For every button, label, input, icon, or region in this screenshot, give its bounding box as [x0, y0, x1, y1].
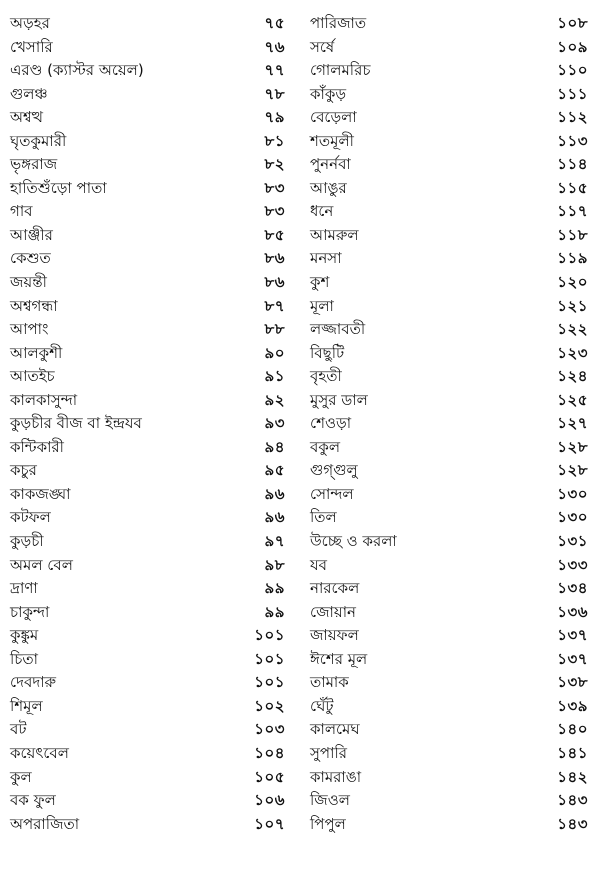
index-entry — [310, 200, 588, 224]
index-entry — [310, 624, 588, 648]
entry-page-number: ১৩৭ — [557, 649, 588, 668]
index-entry — [310, 436, 588, 460]
index-entry — [10, 624, 285, 648]
index-entry — [10, 436, 285, 460]
entry-page-number: ৯৬ — [264, 484, 285, 503]
entry-page-number: ৮৬ — [264, 273, 285, 292]
entry-page-number: ১১৭ — [557, 202, 588, 221]
entry-name: কুল — [10, 767, 32, 786]
index-entry — [10, 59, 285, 83]
index-entry — [310, 153, 588, 177]
index-entry — [10, 271, 285, 295]
entry-name: ভৃঙ্গরাজ — [10, 155, 58, 174]
entry-name: কটফল — [10, 508, 51, 527]
entry-page-number: ৯৯ — [264, 579, 285, 598]
index-entry — [310, 247, 588, 271]
entry-page-number: ১০২ — [254, 696, 285, 715]
entry-name: দেবদারু — [10, 673, 57, 692]
entry-name: আতইচ — [10, 367, 55, 386]
entry-name: অমল বেল — [10, 555, 73, 574]
entry-name: অড়হর — [10, 14, 50, 32]
entry-name: ঈশের মূল — [310, 649, 368, 668]
entry-name: অশ্বগন্ধা — [10, 296, 58, 315]
entry-name: জয়ন্তী — [10, 273, 47, 292]
entry-name: লজ্জাবতী — [310, 320, 366, 339]
index-entry — [310, 106, 588, 130]
entry-page-number: ৯২ — [264, 390, 285, 409]
entry-page-number: ১২৭ — [557, 414, 588, 433]
entry-name: জোয়ান — [310, 602, 356, 621]
index-entry — [10, 83, 285, 107]
entry-page-number: ৭৫ — [264, 14, 285, 32]
index-entry — [310, 271, 588, 295]
entry-page-number: ৮৮ — [264, 320, 285, 339]
entry-name: কালমেঘ — [310, 720, 360, 739]
entry-name: ধনে — [310, 202, 334, 221]
entry-name: দ্রাণা — [10, 579, 38, 598]
entry-name: পারিজাত — [310, 14, 367, 32]
entry-name: আঙুর — [310, 178, 347, 197]
entry-name: কচুর — [10, 461, 37, 480]
entry-name: উচ্ছে ও করলা — [310, 532, 397, 551]
index-entry — [310, 789, 588, 813]
index-entry — [10, 766, 285, 790]
entry-page-number: ১১২ — [557, 108, 588, 127]
entry-page-number: ৮১ — [264, 131, 285, 150]
entry-name: শেওড়া — [310, 414, 352, 433]
entry-page-number: ১২২ — [557, 320, 588, 339]
index-column-left — [10, 12, 285, 836]
index-entry — [310, 130, 588, 154]
entry-name: পিপুল — [310, 814, 346, 833]
entry-name: কয়েৎবেল — [10, 743, 69, 762]
entry-name: সর্ষে — [310, 37, 335, 56]
entry-name: আপাং — [10, 320, 49, 339]
entry-page-number: ১২৫ — [557, 390, 588, 409]
entry-page-number: ১০৬ — [254, 791, 285, 810]
entry-page-number: ৮৩ — [264, 202, 285, 221]
entry-page-number: ৯৩ — [264, 414, 285, 433]
index-entry — [310, 177, 588, 201]
entry-name: সুপারি — [310, 743, 347, 762]
index-entry — [10, 718, 285, 742]
entry-name: চিতা — [10, 649, 38, 668]
entry-page-number: ৯৮ — [264, 555, 285, 574]
index-entry — [10, 295, 285, 319]
index-entry — [10, 742, 285, 766]
entry-name: কালকাসুন্দা — [10, 390, 78, 409]
index-entry — [10, 412, 285, 436]
index-entry — [310, 718, 588, 742]
index-entry — [310, 83, 588, 107]
index-entry — [310, 224, 588, 248]
index-entry — [10, 224, 285, 248]
entry-page-number: ১৩১ — [557, 532, 588, 551]
entry-name: কুড়চী — [10, 532, 44, 551]
index-entry — [10, 813, 285, 837]
entry-name: নারকেল — [310, 579, 360, 598]
entry-name: কুড়চীর বীজ বা ইন্দ্রযব — [10, 414, 142, 433]
entry-name: গাব — [10, 202, 33, 221]
index-entry — [10, 153, 285, 177]
entry-name: বকুল — [310, 437, 341, 456]
index-entry — [310, 577, 588, 601]
index-entry — [10, 459, 285, 483]
entry-page-number: ১১৩ — [557, 131, 588, 150]
entry-name: এরণ্ড (ক্যাস্টর অয়েল) — [10, 61, 144, 80]
entry-page-number: ১৩৭ — [557, 626, 588, 645]
entry-page-number: ১০৯ — [557, 37, 588, 56]
index-entry — [10, 695, 285, 719]
entry-name: গোলমরিচ — [310, 61, 371, 80]
entry-page-number: ১০১ — [254, 673, 285, 692]
index-entry — [310, 365, 588, 389]
entry-page-number: ৮৩ — [264, 178, 285, 197]
entry-name: শিমূল — [10, 696, 43, 715]
index-entry — [10, 36, 285, 60]
index-entry — [10, 389, 285, 413]
entry-name: গুগ্‌গুলু — [310, 461, 358, 480]
entry-name: ঘেঁটু — [310, 696, 334, 715]
entry-page-number: ১০১ — [254, 649, 285, 668]
entry-page-number: ১২১ — [557, 296, 588, 315]
entry-page-number: ১২৪ — [557, 367, 588, 386]
entry-page-number: ১৪১ — [557, 743, 588, 762]
index-entry — [310, 36, 588, 60]
index-entry — [10, 601, 285, 625]
index-entry — [10, 12, 285, 36]
entry-page-number: ১৩৬ — [557, 602, 588, 621]
entry-page-number: ১৩৮ — [557, 673, 588, 692]
entry-name: বট — [10, 720, 27, 739]
index-entry — [10, 577, 285, 601]
entry-page-number: ৯১ — [264, 367, 285, 386]
index-entry — [10, 200, 285, 224]
index-entry — [310, 459, 588, 483]
index-entry — [10, 789, 285, 813]
entry-name: আলকুশী — [10, 343, 63, 362]
entry-page-number: ৯৫ — [264, 461, 285, 480]
index-entry — [310, 648, 588, 672]
entry-name: জায়ফল — [310, 626, 359, 645]
entry-page-number: ৮৭ — [264, 296, 285, 315]
entry-name: অপরাজিতা — [10, 814, 80, 833]
entry-page-number: ১৩৯ — [557, 696, 588, 715]
index-entry — [10, 247, 285, 271]
entry-name: কামরাঙা — [310, 767, 362, 786]
index-entry — [10, 506, 285, 530]
index-entry — [10, 130, 285, 154]
index-entry — [310, 554, 588, 578]
entry-page-number: ৭৮ — [264, 84, 285, 103]
entry-name: মুসুর ডাল — [310, 390, 368, 409]
entry-name: ঘৃতকুমারী — [10, 131, 67, 150]
entry-page-number: ৭৬ — [264, 37, 285, 56]
index-entry — [310, 318, 588, 342]
entry-name: কাঁকুড় — [310, 84, 347, 103]
entry-name: জিওল — [310, 791, 350, 810]
entry-page-number: ১০১ — [254, 626, 285, 645]
entry-name: আঞ্জীর — [10, 225, 53, 244]
index-entry — [10, 530, 285, 554]
entry-name: পুনর্নবা — [310, 155, 351, 174]
entry-page-number: ৯৪ — [264, 437, 285, 456]
entry-page-number: ১১৮ — [557, 225, 588, 244]
entry-page-number: ৯৭ — [264, 532, 285, 551]
entry-page-number: ১০৭ — [254, 814, 285, 833]
index-entry — [310, 530, 588, 554]
entry-page-number: ১১৫ — [557, 178, 588, 197]
index-entry — [310, 295, 588, 319]
index-entry — [310, 695, 588, 719]
entry-page-number: ১৪২ — [557, 767, 588, 786]
index-entry — [310, 389, 588, 413]
entry-name: সোন্দল — [310, 484, 354, 503]
entry-page-number: ১১১ — [557, 84, 588, 103]
index-entry — [310, 412, 588, 436]
entry-page-number: ১০৮ — [557, 14, 588, 32]
entry-page-number: ১২৮ — [557, 437, 588, 456]
entry-page-number: ১৩০ — [557, 484, 588, 503]
index-entry — [10, 318, 285, 342]
entry-page-number: ১১০ — [557, 61, 588, 80]
entry-name: তামাক — [310, 673, 349, 692]
index-entry — [10, 554, 285, 578]
entry-page-number: ৮৫ — [264, 225, 285, 244]
entry-page-number: ১৩৪ — [557, 579, 588, 598]
index-entry — [310, 766, 588, 790]
index-entry — [310, 671, 588, 695]
index-entry — [310, 813, 588, 837]
entry-name: হাতিশুঁড়ো পাতা — [10, 178, 107, 197]
entry-page-number: ৮৬ — [264, 249, 285, 268]
index-entry — [10, 177, 285, 201]
entry-page-number: ১৪৩ — [557, 791, 588, 810]
index-entry — [310, 342, 588, 366]
entry-name: কন্টিকারী — [10, 437, 64, 456]
index-entry — [310, 742, 588, 766]
entry-name: বিছুটি — [310, 343, 345, 362]
entry-page-number: ৭৭ — [264, 61, 285, 80]
entry-name: আমরুল — [310, 225, 359, 244]
entry-name: বক ফুল — [10, 791, 56, 810]
entry-name: যব — [310, 555, 327, 574]
entry-page-number: ১১৪ — [557, 155, 588, 174]
index-entry — [310, 12, 588, 36]
entry-page-number: ৯৯ — [264, 602, 285, 621]
entry-name: বেড়েলা — [310, 108, 357, 127]
index-entry — [310, 601, 588, 625]
entry-page-number: ১০৫ — [254, 767, 285, 786]
entry-page-number: ১০৩ — [254, 720, 285, 739]
entry-name: অশ্বত্থ — [10, 108, 44, 127]
index-entry — [310, 483, 588, 507]
entry-page-number: ১০৪ — [254, 743, 285, 762]
index-entry — [10, 365, 285, 389]
entry-name: চাকুন্দা — [10, 602, 50, 621]
index-entry — [10, 671, 285, 695]
index-entry — [10, 342, 285, 366]
entry-page-number: ১৪৩ — [557, 814, 588, 833]
entry-page-number: ৯০ — [264, 343, 285, 362]
entry-page-number: ৮২ — [264, 155, 285, 174]
entry-name: গুলঞ্চ — [10, 84, 48, 103]
entry-page-number: ৭৯ — [264, 108, 285, 127]
entry-name: তিল — [310, 508, 337, 527]
entry-page-number: ১২৩ — [557, 343, 588, 362]
entry-name: কুশ — [310, 273, 330, 292]
entry-name: বৃহতী — [310, 367, 342, 386]
index-entry — [10, 483, 285, 507]
entry-name: কেশুত — [10, 249, 51, 268]
entry-name: মনসা — [310, 249, 342, 268]
entry-page-number: ১২০ — [557, 273, 588, 292]
index-entry — [310, 506, 588, 530]
entry-name: শতমূলী — [310, 131, 354, 150]
entry-page-number: ৯৬ — [264, 508, 285, 527]
entry-page-number: ১২৮ — [557, 461, 588, 480]
entry-page-number: ১৩০ — [557, 508, 588, 527]
entry-page-number: ১৩৩ — [557, 555, 588, 574]
index-entry — [10, 106, 285, 130]
entry-name: খেসারি — [10, 37, 53, 56]
index-entry — [310, 59, 588, 83]
entry-name: মূলা — [310, 296, 334, 315]
entry-name: কাকজঙ্ঘা — [10, 484, 71, 503]
index-column-right — [310, 12, 588, 836]
entry-page-number: ১৪০ — [557, 720, 588, 739]
index-entry — [10, 648, 285, 672]
entry-name: কুঙ্কুম — [10, 626, 39, 645]
entry-page-number: ১১৯ — [557, 249, 588, 268]
